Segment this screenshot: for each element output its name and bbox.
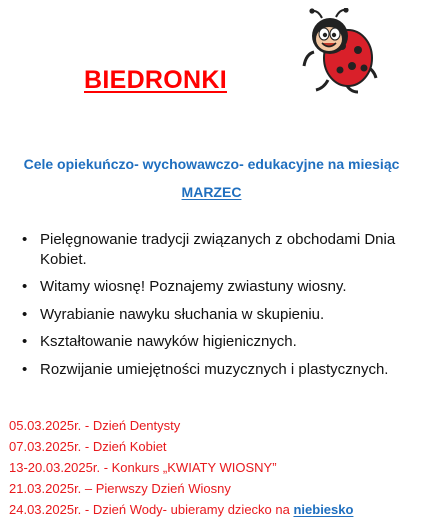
- list-item: [22, 332, 407, 352]
- event-item: [9, 415, 419, 436]
- goal-text: Kształtowanie nawyków higienicznych.: [40, 333, 297, 350]
- event-text: 21.03.2025r. – Pierwszy Dzień Wiosny: [9, 481, 231, 496]
- event-text: 05.03.2025r. - Dzień Dentysty: [9, 418, 181, 433]
- event-item: [9, 478, 419, 499]
- ladybug-mascot-icon: [300, 8, 380, 96]
- list-item: [22, 360, 407, 380]
- event-highlight: niebiesko: [293, 502, 354, 517]
- goal-text: Witamy wiosnę! Poznajemy zwiastuny wiosny.: [40, 278, 347, 295]
- event-text: 13-20.03.2025r. - Konkurs „KWIATY WIOSNY”: [9, 460, 277, 475]
- event-text: 24.03.2025r. - Dzień Wody- ubieramy dziecko na: [9, 502, 294, 517]
- bullet-icon: •: [22, 278, 28, 295]
- bullet-icon: •: [22, 360, 28, 378]
- month-label: MARZEC: [181, 184, 242, 200]
- page-title: BIEDRONKI: [84, 66, 227, 94]
- goal-text: Pielęgnowanie tradycji związanych z obchodami Dnia Kobiet.: [40, 231, 396, 268]
- goal-text: Wyrabianie nawyku słuchania w skupieniu.: [40, 305, 325, 323]
- goal-text: Rozwijanie umiejętności muzycznych i plastycznych.: [40, 360, 389, 378]
- event-text: 07.03.2025r. - Dzień Kobiet: [9, 439, 167, 454]
- bullet-icon: •: [22, 231, 28, 248]
- list-item: [22, 305, 407, 325]
- list-item: [22, 277, 407, 297]
- events-list: [9, 415, 419, 520]
- bullet-icon: •: [22, 305, 28, 323]
- event-item: [9, 436, 419, 457]
- event-item: [9, 457, 419, 478]
- bullet-icon: •: [22, 333, 28, 350]
- list-item: [22, 230, 407, 269]
- goals-list: [22, 230, 407, 387]
- goals-subtitle: Cele opiekuńczo- wychowawczo- edukacyjne na miesiąc: [23, 156, 400, 172]
